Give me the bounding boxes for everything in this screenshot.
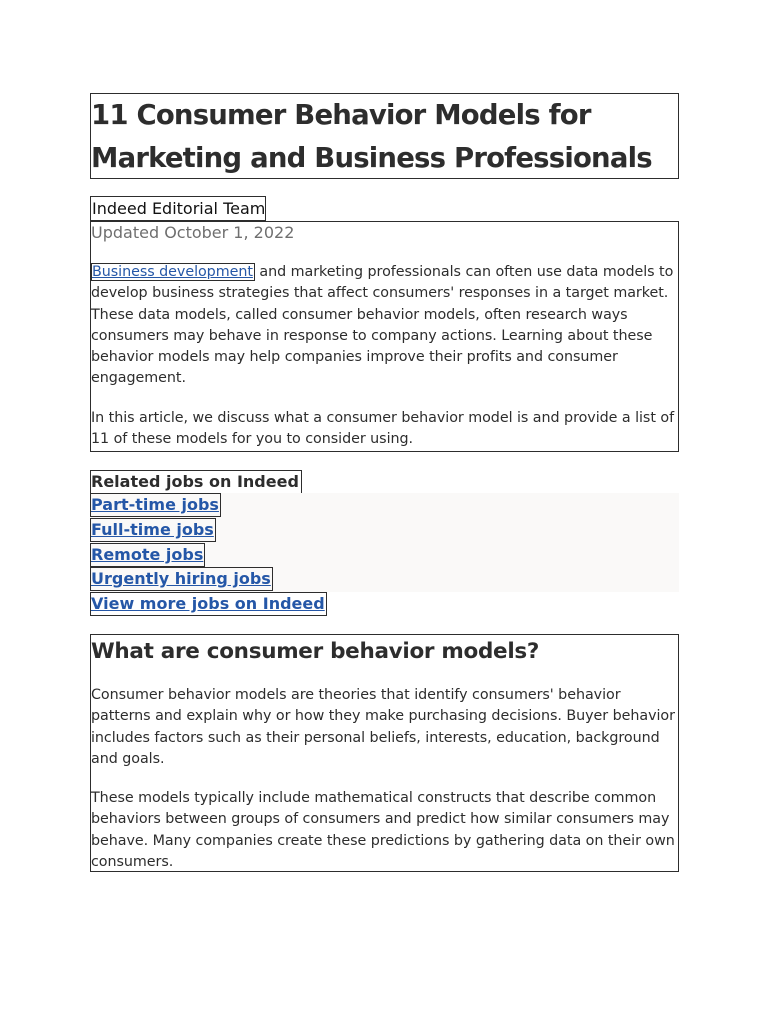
author-name: Indeed Editorial Team	[90, 196, 266, 221]
urgently-hiring-jobs-link[interactable]: Urgently hiring jobs	[90, 567, 273, 591]
section-paragraph-1: Consumer behavior models are theories that identify consumers' behavior patterns and explain why or how they make purchasing decisions. Buyer behavior includes factors such as their personal beliefs, interests, education, background and goals.	[91, 687, 675, 767]
article-title: 11 Consumer Behavior Models for Marketing and Business Professionals	[91, 99, 652, 174]
part-time-jobs-link[interactable]: Part-time jobs	[90, 493, 221, 517]
intro-paragraph-2: In this article, we discuss what a consumer behavior model is and provide a list of 11 of these models for you to consider using.	[91, 409, 675, 448]
section-heading: What are consumer behavior models?	[91, 639, 540, 664]
article-intro	[90, 221, 679, 452]
article-title-box	[90, 93, 679, 179]
full-time-jobs-link[interactable]: Full-time jobs	[90, 518, 216, 542]
intro-paragraph	[91, 262, 678, 390]
business-development-link[interactable]: Business development	[92, 264, 253, 280]
section-paragraph-2: These models typically include mathematical constructs that describe common behaviors between groups of consumers and predict how similar consumers may behave. Many companies create these predictions by gathering data on their own consumers.	[91, 790, 675, 871]
view-more-jobs-link[interactable]: View more jobs on Indeed	[90, 592, 327, 616]
updated-date: Updated October 1, 2022	[91, 223, 295, 242]
related-jobs-heading: Related jobs on Indeed	[90, 470, 302, 494]
remote-jobs-link[interactable]: Remote jobs	[90, 543, 205, 567]
intro-text: and marketing professionals can often use data models to develop business strategies that affect consumers' responses in a target market. These data models, called consumer behavior models, often research ways consumers may behave in response to company actions. Learning about these behavior models may help companies improve their profits and consumer engagement.	[91, 264, 674, 387]
section-consumer-behavior-models	[90, 634, 679, 872]
